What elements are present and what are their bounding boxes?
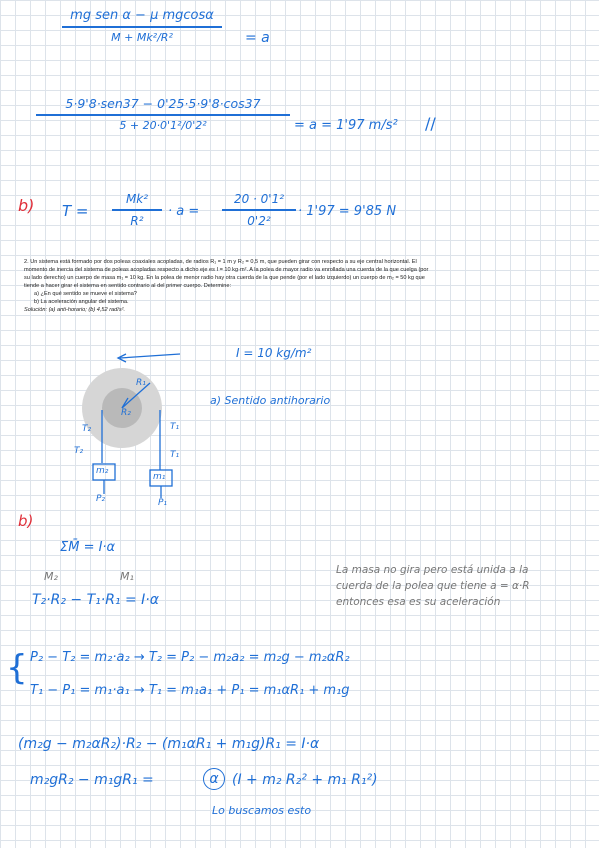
problem-text: 2. Un sistema está formado por dos poleas coaxiales acopladas, de radios R₁ = 1 m y R₂ = 0,5 m, que pueden girar con respecto a su eje central horizontal. El momento de inercia del sistema de poleas acopladas respecto a dicho eje es I = 10 kg·m². A la polea de mayor radio va enrollada una cuerda de la que cuelga (por su lado derecho) un cuerpo de masa m₁ = 10 kg. En la polea de menor radio hay otra cuerda de la que pende (por el lado izquierdo) un cuerpo de m₂ = 50 kg que tiende a hacer girar el sistema en sentido contrario al del primer cuerpo. Determine:	[24, 259, 429, 289]
label-m2: m₂	[96, 466, 109, 476]
label-p2: P₂	[96, 494, 106, 504]
final-note: Lo buscamos esto	[212, 804, 312, 817]
answer-a: a) Sentido antihorario	[210, 394, 331, 407]
eq1-numerator: mg sen α − μ mgcosα	[70, 8, 214, 23]
double-slash-mark: //	[425, 114, 436, 133]
eq2-rhs: = a = 1'97 m/s²	[294, 118, 398, 133]
alpha-circled: α	[203, 768, 225, 790]
eq1-denominator: M + Mk²/R²	[111, 30, 173, 44]
part-b2-label: b)	[18, 512, 34, 530]
system-brace: {	[6, 648, 28, 688]
label-t2-upper: T₂	[82, 424, 92, 434]
moment-equation: T₂·R₂ − T₁·R₁ = I·α	[32, 592, 159, 608]
system-line1: P₂ − T₂ = m₂·a₂ → T₂ = P₂ − m₂a₂ = m₂g − m₂αR₂	[30, 650, 350, 665]
label-p1: P₁	[158, 498, 168, 508]
part-b-mid: · a =	[168, 204, 200, 219]
question-a: a) ¿En qué sentido se mueve el sistema?	[34, 291, 137, 297]
eq1-rhs: = a	[245, 30, 270, 46]
sum-moments: ΣM̄ = I·α	[60, 540, 116, 555]
part-b-frac2-den: 0'2²	[247, 213, 271, 228]
question-b: b) La aceleración angular del sistema.	[34, 299, 129, 305]
label-t1-upper: T₁	[170, 422, 180, 432]
part-b-rhs: · 1'97 = 9'85 N	[298, 204, 397, 219]
inertia-value: I = 10 kg/m²	[236, 346, 312, 360]
part-b-lhs: T =	[62, 202, 89, 220]
part-b-frac2-num: 20 · 0'1²	[233, 192, 285, 206]
eq2-denominator: 5 + 20·0'1²/0'2²	[119, 118, 207, 132]
final-line1: (m₂g − m₂αR₂)·R₂ − (m₁αR₁ + m₁g)R₁ = I·α	[18, 736, 320, 752]
diagram-arrow	[120, 354, 180, 358]
label-t1-lower: T₁	[170, 450, 180, 460]
label-m1: m₁	[153, 472, 166, 482]
note-acceleration: La masa no gira pero está unida a la cuerda de la polea que tiene a = α·R entonces esa es su aceleración	[336, 564, 530, 608]
part-b-frac1-num: Mk²	[125, 192, 149, 206]
solution-line: Solución: (a) anti-horario; (b) 4,52 rad/s².	[24, 307, 126, 313]
label-r2: R₂	[121, 408, 131, 418]
part-b-frac1-den: R²	[130, 213, 144, 228]
label-m1-moment: M₁	[120, 570, 134, 583]
label-r1: R₁	[136, 378, 146, 388]
system-line2: T₁ − P₁ = m₁·a₁ → T₁ = m₁a₁ + P₁ = m₁αR₁ + m₁g	[30, 683, 350, 698]
eq2-numerator: 5·9'8·sen37 − 0'25·5·9'8·cos37	[65, 96, 261, 111]
label-m2-moment: M₂	[44, 570, 58, 583]
label-t2-lower: T₂	[74, 446, 84, 456]
final-line2a: m₂gR₂ − m₁gR₁ =	[30, 772, 154, 788]
part-b-label: b)	[18, 196, 35, 215]
final-line2b: (I + m₂ R₂² + m₁ R₁²)	[232, 772, 378, 788]
